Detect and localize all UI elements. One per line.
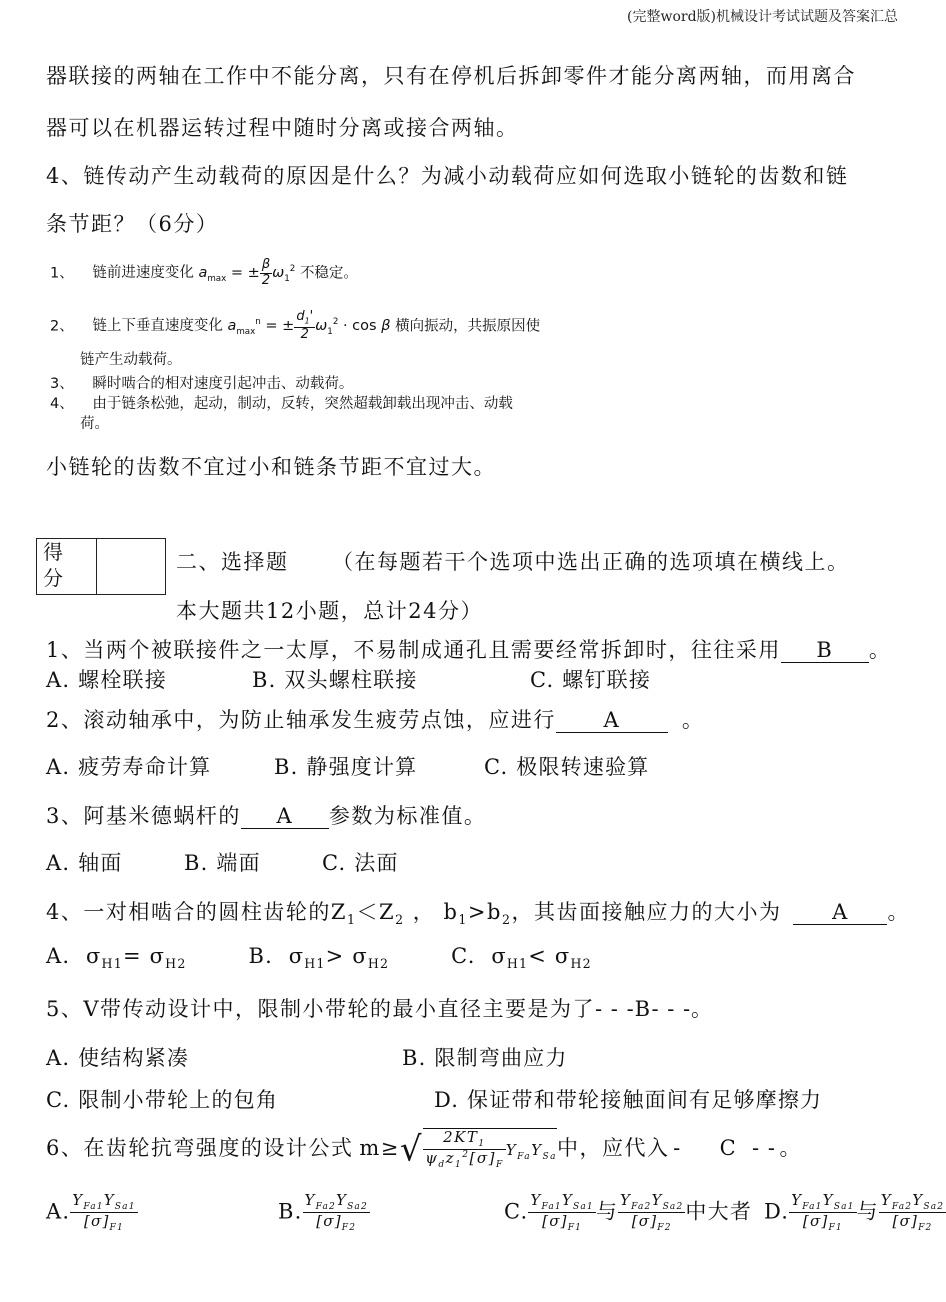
q6-end: 。 bbox=[779, 1135, 803, 1160]
q5-end: 。 bbox=[691, 997, 714, 1021]
q4-option-c: C. $\sigma_{H1}< \sigma_{H2}$ bbox=[451, 944, 592, 972]
q4-stem: 4、一对相啮合的圆柱齿轮的 bbox=[46, 900, 331, 924]
q2-end: 。 bbox=[681, 708, 705, 732]
q4-stem-2: ，其齿面接触应力的大小为 bbox=[511, 900, 782, 924]
q3-option-a: A. 轴面 bbox=[46, 851, 123, 875]
q4-option-b: B. $\sigma_{H1}> \sigma_{H2}$ bbox=[248, 944, 390, 972]
q6-mid: 中，应代入 bbox=[557, 1135, 670, 1160]
question-6 bbox=[46, 1128, 802, 1171]
score-label-top: 得 bbox=[43, 540, 63, 564]
question-4 bbox=[46, 896, 910, 927]
q6-option-a: A. $\frac{Y_{Fa1}Y_{Sa1}}{[\sigma]_{F1}}$ bbox=[46, 1191, 136, 1234]
q1-option-c: C. 螺钉联接 bbox=[530, 668, 652, 692]
q3-stem: 3、阿基米德蜗杆的 bbox=[46, 804, 241, 828]
note-2-line2: 链产生动载荷。 bbox=[80, 352, 182, 368]
question-3 bbox=[46, 800, 486, 830]
note-4 bbox=[50, 392, 513, 413]
note-4-line2: 荷。 bbox=[80, 416, 109, 432]
note-2 bbox=[50, 310, 540, 342]
q5-option-a: A. 使结构紧凑 bbox=[46, 1046, 190, 1070]
q6-option-c: C. $\frac{Y_{Fa1}Y_{Sa1}}{[\sigma]_{F1}}$ 与 $\frac{Y_{Fa2}Y_{Sa2}}{[\sigma]_{F2}}$ 中大者 bbox=[504, 1191, 753, 1234]
intro-line-2: 器可以在机器运转过程中随时分离或接合两轴。 bbox=[46, 116, 519, 140]
q2-answer-blank: A bbox=[556, 709, 668, 733]
note-1-post: 不稳定。 bbox=[299, 265, 358, 282]
q1-option-a: A. 螺栓联接 bbox=[46, 668, 167, 692]
score-label-bottom: 分 bbox=[43, 566, 63, 590]
question-1 bbox=[46, 634, 891, 664]
q6-d-and: 与 bbox=[856, 1199, 879, 1224]
note-2-post: 横向振动，共振原因使 bbox=[395, 318, 541, 335]
q2-option-b: B. 静强度计算 bbox=[274, 755, 418, 779]
section-instruction: （在每题若干个选项中选出正确的选项填在横线上。 bbox=[332, 550, 850, 574]
q1-stem: 1、当两个被联接件之一太厚，不易制成通孔且需要经常拆卸时，往往采用 bbox=[46, 638, 781, 662]
note-1 bbox=[50, 258, 358, 289]
score-label-cell bbox=[37, 539, 97, 595]
question-5 bbox=[46, 993, 714, 1023]
q4-end: 。 bbox=[887, 900, 910, 924]
q4-condition: $Z_1<Z_2$ ， $b_1>b_2$ bbox=[330, 900, 512, 928]
q3-answer-blank: A bbox=[241, 805, 329, 829]
note-3-text: 瞬时啮合的相对速度引起冲击、动载荷。 bbox=[92, 376, 354, 392]
q4-line-1: 4、链传动产生动载荷的原因是什么？为减小动载荷应如何选取小链轮的齿数和链 bbox=[46, 164, 849, 188]
q6-option-d: D. $\frac{Y_{Fa1}Y_{Sa1}}{[\sigma]_{F1}}$ 与 $\frac{Y_{Fa2}Y_{Sa2}}{[\sigma]_{F2}}$ bbox=[764, 1191, 945, 1234]
q6-formula: m≥√ $\frac{2KT_1}{\psi_dz_1^2[\sigma]_F}$ $Y_{Fa}Y_{Sa}$ bbox=[359, 1128, 558, 1171]
note-2-text: 链上下垂直速度变化 bbox=[92, 318, 223, 335]
q2-option-c: C. 极限转速验算 bbox=[484, 755, 650, 779]
score-input-cell[interactable] bbox=[97, 539, 166, 595]
q6-stem: 6、在齿轮抗弯强度的设计公式 bbox=[46, 1135, 354, 1160]
section-title: 二、选择题 bbox=[176, 550, 289, 574]
q6-c-suffix: 中大者 bbox=[685, 1199, 753, 1224]
note-4-text: 由于链条松弛，起动，制动，反转，突然超载卸载出现冲击、动载 bbox=[92, 396, 513, 412]
note-2-formula: $a_{max}^n$ = ± $\frac{d_1'}{2}$ $\omega_1^2 \cdot \cos \beta$ bbox=[227, 309, 391, 342]
note-1-num: 1、 bbox=[50, 265, 74, 282]
q3-option-c: C. 法面 bbox=[322, 851, 399, 875]
q4-options bbox=[46, 944, 592, 971]
q5-option-d: D. 保证带和带轮接触面间有足够摩擦力 bbox=[434, 1088, 823, 1112]
q3-end: 参数为标准值。 bbox=[328, 804, 487, 828]
q1-end: 。 bbox=[868, 638, 892, 662]
note-3-num: 3、 bbox=[50, 376, 74, 392]
q1-answer-blank: B bbox=[781, 639, 869, 663]
q4-answer: 小链轮的齿数不宜过小和链条节距不宜过大。 bbox=[46, 455, 496, 479]
note-2-num: 2、 bbox=[50, 318, 74, 335]
q6-answer-blank: - C - - bbox=[673, 1135, 776, 1160]
q2-option-a: A. 疲劳寿命计算 bbox=[46, 755, 212, 779]
note-1-text: 链前进速度变化 bbox=[92, 265, 194, 282]
q5-answer: B bbox=[634, 997, 652, 1021]
section-instruction-2: 本大题共12小题，总计24分） bbox=[176, 599, 483, 623]
q6-answer: C bbox=[719, 1135, 737, 1160]
answer-notes bbox=[50, 250, 570, 430]
q5-answer-blank: - - -B- - - bbox=[595, 997, 692, 1021]
q5-option-b: B. 限制弯曲应力 bbox=[402, 1046, 568, 1070]
intro-line-1: 器联接的两轴在工作中不能分离，只有在停机后拆卸零件才能分离两轴，而用离合 bbox=[46, 64, 856, 88]
note-4-num: 4、 bbox=[50, 396, 74, 412]
q1-option-b: B. 双头螺柱联接 bbox=[252, 668, 418, 692]
q4-option-a: A. $\sigma_{H1}= \sigma_{H2}$ bbox=[46, 944, 187, 972]
q4-answer-blank: A bbox=[793, 901, 887, 925]
page-header: (完整word版)机械设计考试试题及答案汇总 bbox=[627, 9, 898, 25]
note-1-formula: $a_{max}$ = ± $\frac{\beta}{2}$ $\omega_1^2$ bbox=[198, 257, 296, 288]
q5-option-c: C. 限制小带轮上的包角 bbox=[46, 1088, 279, 1112]
q5-stem: 5、V带传动设计中，限制小带轮的最小直径主要是为了 bbox=[46, 997, 596, 1021]
q6-c-and: 与 bbox=[595, 1199, 619, 1224]
note-3 bbox=[50, 372, 353, 393]
score-box bbox=[36, 538, 166, 595]
question-2 bbox=[46, 704, 704, 734]
q2-stem: 2、滚动轴承中，为防止轴承发生疲劳点蚀，应进行 bbox=[46, 708, 556, 732]
q3-option-b: B. 端面 bbox=[184, 851, 261, 875]
q4-line-2: 条节距？（6分） bbox=[46, 212, 219, 236]
q6-option-b: B. $\frac{Y_{Fa2}Y_{Sa2}}{[\sigma]_{F2}}$ bbox=[278, 1191, 368, 1234]
